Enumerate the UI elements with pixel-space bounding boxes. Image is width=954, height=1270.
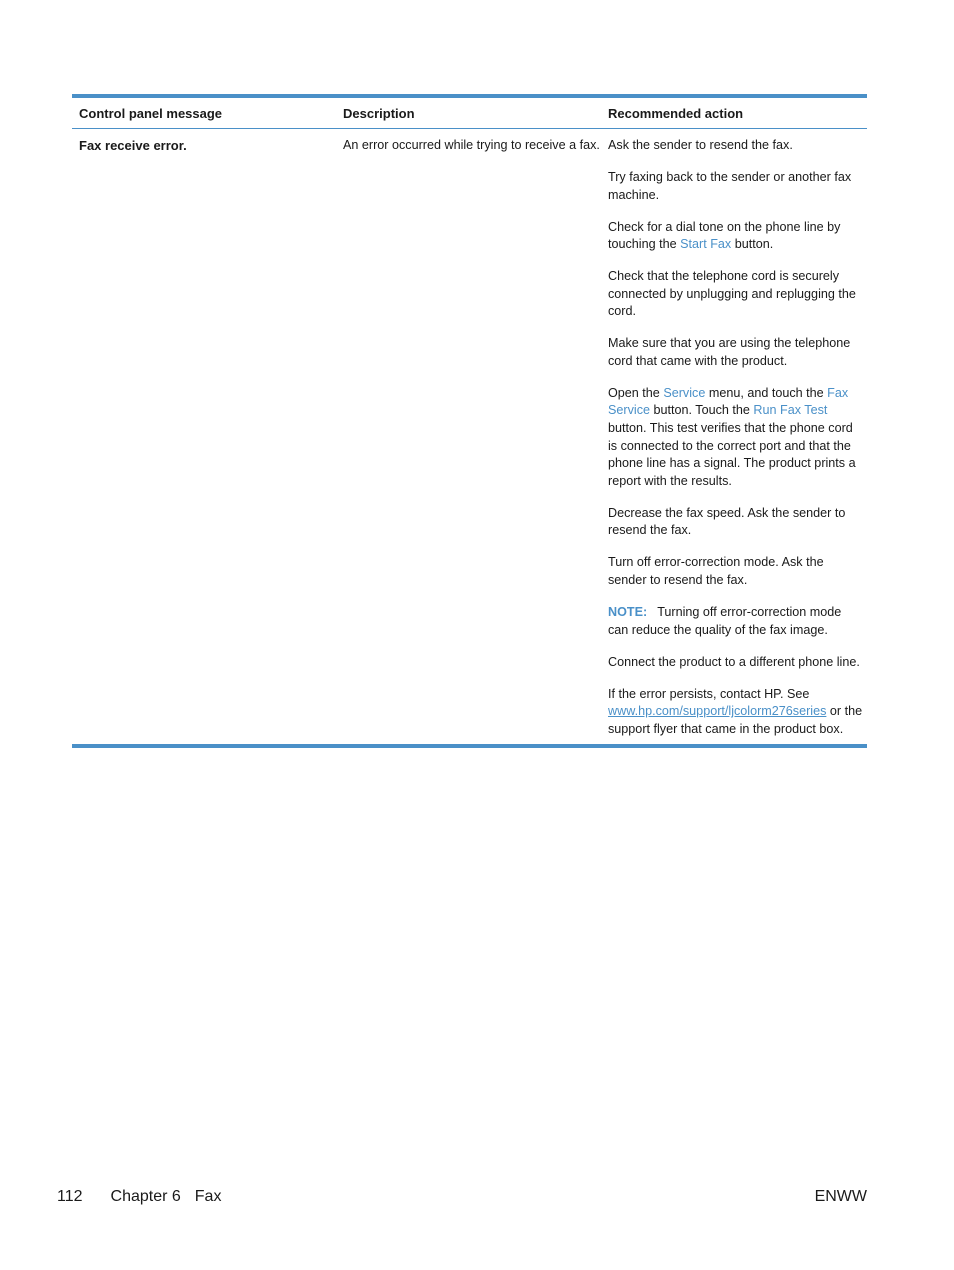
chapter-label: Chapter 6	[110, 1188, 181, 1205]
header-description: Description	[343, 105, 415, 121]
service-menu-ref: Service	[663, 385, 706, 400]
action-2: Try faxing back to the sender or another fax machine.	[608, 169, 852, 202]
action-1: Ask the sender to resend the fax.	[608, 138, 793, 152]
page-footer	[57, 1188, 867, 1206]
note-text: Turning off error-correction mode can reduce the quality of the fax image.	[608, 605, 842, 637]
header-control-panel-message: Control panel message	[79, 105, 223, 121]
action-9: Connect the product to a different phone line.	[608, 654, 860, 669]
action-3-text-end: button.	[731, 237, 774, 252]
recommended-action-cell	[602, 137, 867, 738]
start-fax-button-ref: Start Fax	[680, 237, 732, 252]
table-header-row	[72, 98, 867, 129]
fax-service-button-ref: Fax Service	[608, 385, 849, 418]
action-3	[608, 219, 863, 254]
action-10-text: If the error persists, contact HP. See	[608, 686, 810, 701]
action-6-text-1: Open the	[608, 385, 664, 400]
action-6-text-4: button. This test verifies that the phone cord is connected to the correct port and that the phone line has a signal. The product prints a report with the results.	[608, 421, 856, 488]
note-label: NOTE:	[608, 605, 648, 619]
hp-support-link[interactable]: www.hp.com/support/ljcolorm276series	[608, 704, 827, 719]
page-number: 112	[57, 1188, 83, 1205]
run-fax-test-button-ref: Run Fax Test	[753, 403, 828, 418]
table-row	[72, 129, 867, 744]
control-panel-message: Fax receive error.	[79, 138, 187, 153]
footer-right: ENWW	[814, 1188, 867, 1205]
action-6-text-3: button. Touch the	[650, 403, 754, 418]
action-3-text: Check for a dial tone on the phone line by touching the	[608, 219, 841, 252]
action-6-text-2: menu, and touch the	[705, 385, 828, 400]
footer-left	[57, 1188, 221, 1206]
action-10-text-end: or the support flyer that came in the product box.	[608, 704, 863, 736]
header-recommended-action: Recommended action	[608, 105, 744, 121]
action-6	[608, 385, 863, 491]
note	[608, 604, 863, 639]
action-8: Turn off error-correction mode. Ask the sender to resend the fax.	[608, 555, 824, 588]
section-label: Fax	[194, 1188, 222, 1205]
action-4: Check that the telephone cord is securely connected by unplugging and replugging the cord.	[608, 269, 856, 319]
action-10	[608, 686, 863, 739]
error-table	[72, 94, 867, 748]
description-cell: An error occurred while trying to receive a fax.	[343, 138, 600, 152]
action-5: Make sure that you are using the telephone cord that came with the product.	[608, 336, 851, 368]
table-bottom-rule	[72, 744, 867, 748]
action-7: Decrease the fax speed. Ask the sender to resend the fax.	[608, 505, 846, 538]
